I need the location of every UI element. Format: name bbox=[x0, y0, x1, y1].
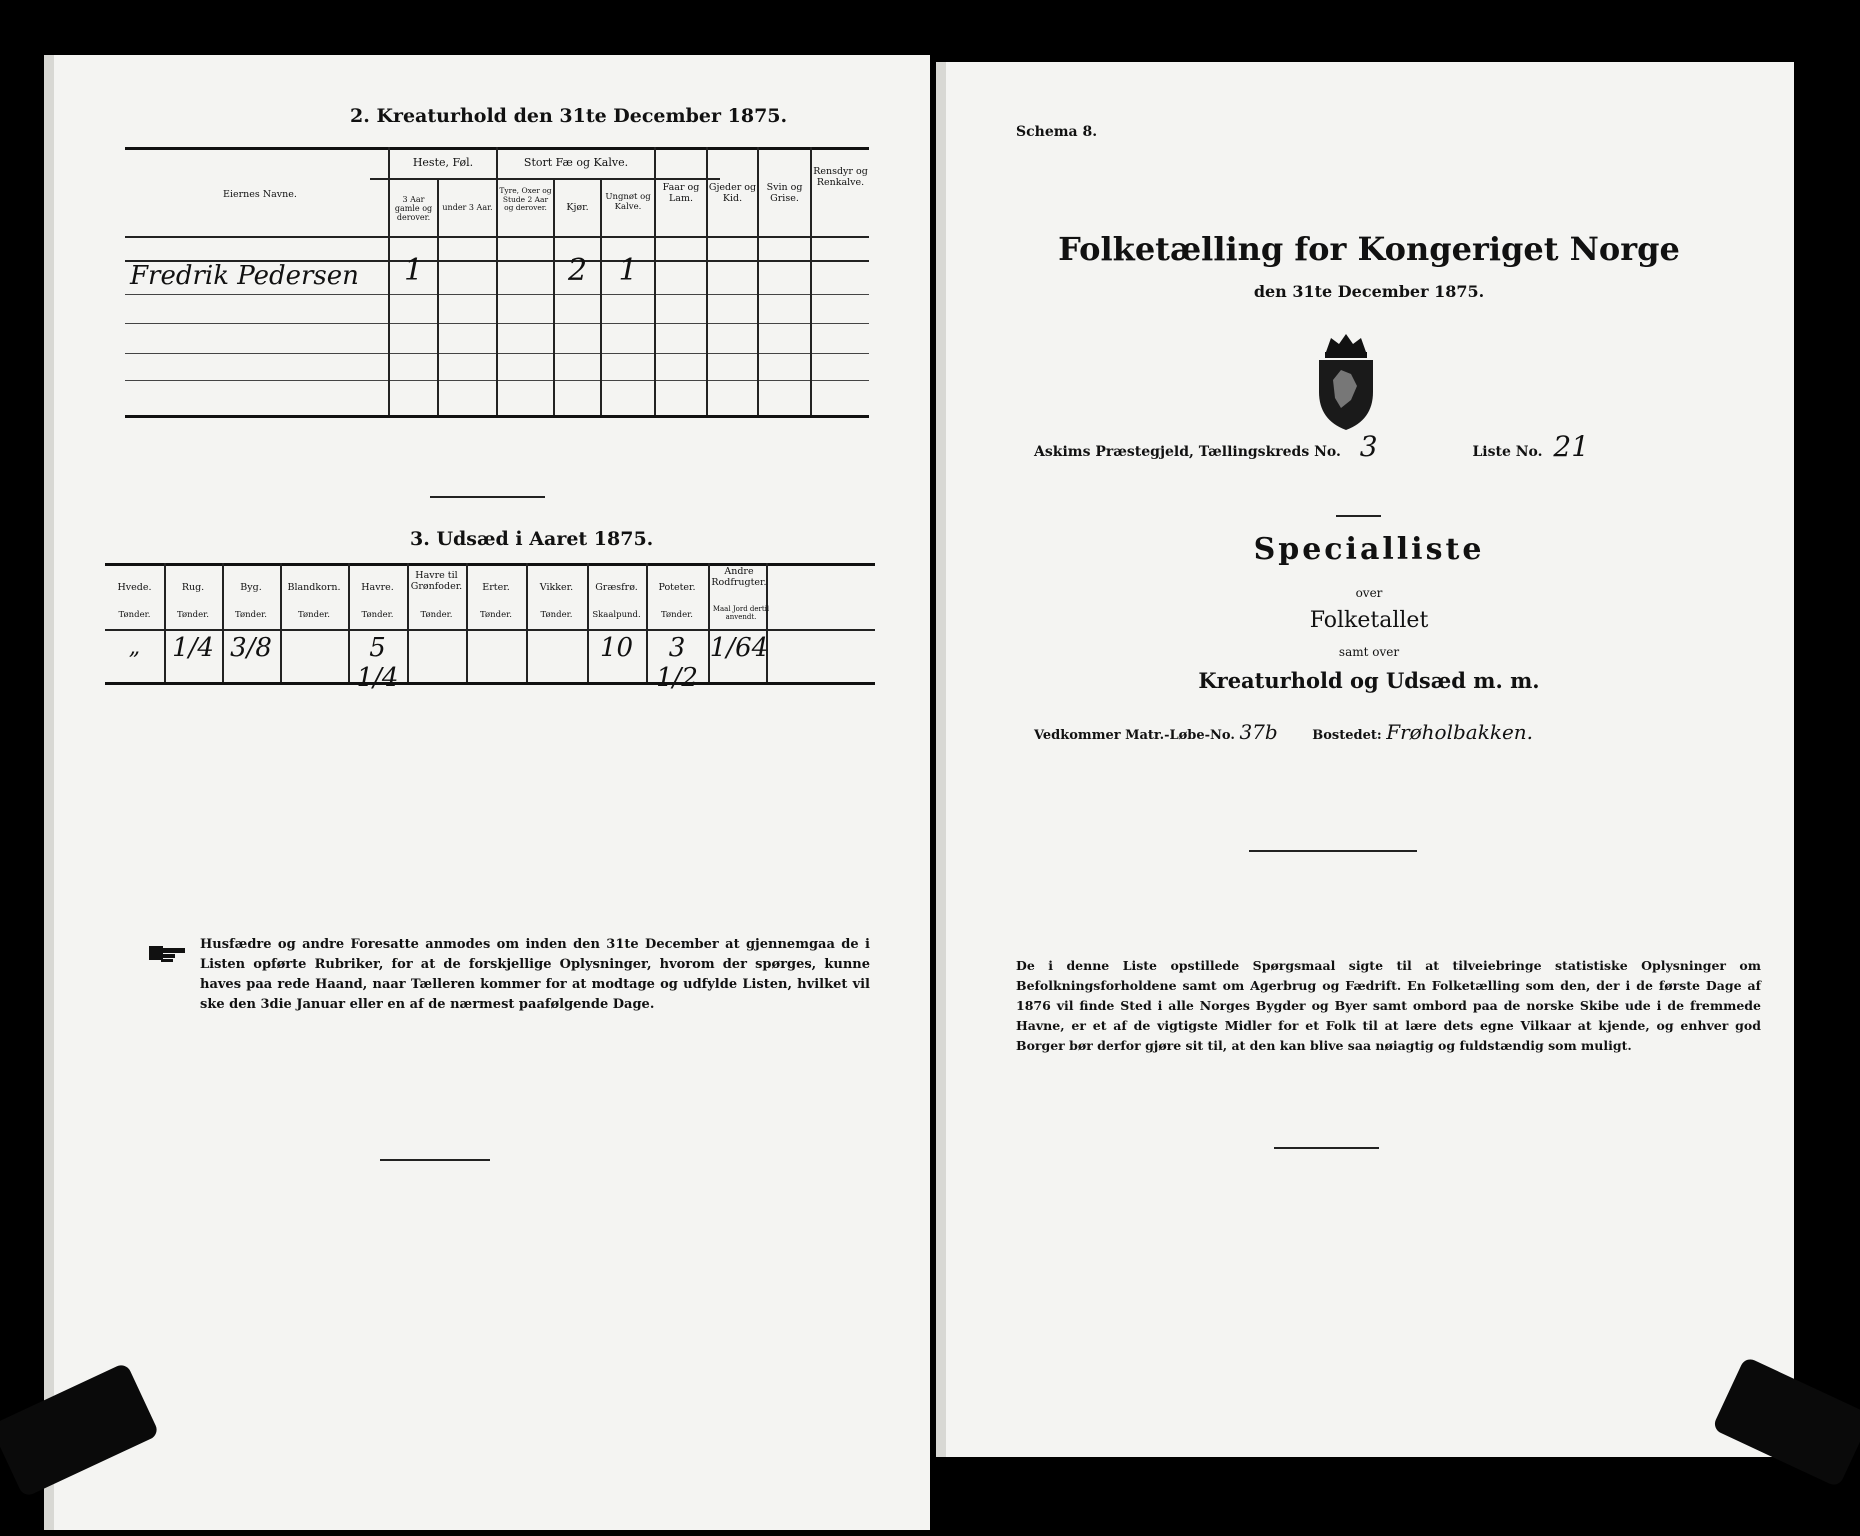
cows-value: 2 bbox=[567, 253, 588, 288]
cattle-bulls-header: Tyre, Oxer og Stude 2 Aar og derover. bbox=[499, 186, 552, 213]
seed-unit-3: Tønder. bbox=[298, 610, 330, 620]
matr-line bbox=[1034, 720, 1533, 744]
parish-line bbox=[1034, 430, 1589, 463]
bosted-value: Frøholbakken. bbox=[1386, 720, 1534, 744]
coat-of-arms-icon bbox=[1311, 330, 1381, 432]
parish-label: Præstegjeld, bbox=[1095, 444, 1194, 460]
seed-value-8: 10 bbox=[599, 633, 634, 663]
left-notice: Husfædre og andre Foresatte anmodes om inden den 31te December at gjennemgaa de i Listen opførte Rubriker, for at de forskjellige Oplysninger, hvorom der spørges, kunne haves paa rede Haand, naar Tælleren kommer for at modtage og udfylde Listen, hvilket vil ske den 3die Januar eller en af de nærmest paafølgende Dage. bbox=[200, 937, 870, 1012]
seed-value-1: 1/4 bbox=[172, 633, 214, 663]
section2-title: 2. Kreaturhold den 31te December 1875. bbox=[350, 105, 788, 127]
over-text: over bbox=[1355, 586, 1383, 600]
seed-header-2: Byg. bbox=[240, 582, 262, 593]
pointing-hand-icon bbox=[147, 940, 187, 964]
seed-header-9: Poteter. bbox=[658, 582, 696, 593]
seed-header-5: Havre til Grønfoder. bbox=[410, 570, 463, 592]
district-number: 3 bbox=[1359, 430, 1378, 463]
seed-header-10: Andre Rodfrugter. bbox=[711, 566, 767, 588]
reindeer-header: Rensdyr og Renkalve. bbox=[813, 166, 868, 188]
seed-value-2: 3/8 bbox=[230, 633, 272, 663]
sheep-header: Faar og Lam. bbox=[662, 182, 700, 204]
kreaturhold-line: Kreaturhold og Udsæd m. m. bbox=[1198, 668, 1540, 693]
goats-header: Gjeder og Kid. bbox=[708, 182, 757, 204]
horses-young-header: under 3 Aar. bbox=[442, 203, 493, 212]
seed-unit-9: Tønder. bbox=[661, 610, 693, 620]
col-owner-header: Eiernes Navne. bbox=[223, 189, 297, 200]
page-edge bbox=[936, 62, 946, 1457]
divider bbox=[380, 1159, 490, 1161]
left-page bbox=[50, 55, 930, 1530]
seed-header-4: Havre. bbox=[361, 582, 394, 593]
seed-header-8: Græsfrø. bbox=[595, 582, 638, 593]
seed-unit-10: Maal Jord dertil anvendt. bbox=[712, 605, 770, 622]
folketallet-text: Folketallet bbox=[1309, 608, 1429, 633]
seed-unit-2: Tønder. bbox=[235, 610, 267, 620]
seed-value-9: 3 1/2 bbox=[656, 633, 698, 693]
seed-header-0: Hvede. bbox=[117, 582, 152, 593]
cattle-cows-header: Kjør. bbox=[566, 202, 589, 213]
divider bbox=[1274, 1147, 1379, 1149]
divider bbox=[430, 496, 545, 498]
list-number: 21 bbox=[1553, 430, 1590, 463]
group-cattle-header: Stort Fæ og Kalve. bbox=[523, 156, 629, 169]
date-line: den 31te December 1875. bbox=[1253, 282, 1485, 301]
owner-name: Fredrik Pedersen bbox=[130, 261, 359, 291]
parish-name: Askims bbox=[1034, 444, 1091, 460]
seed-header-1: Rug. bbox=[181, 582, 205, 593]
seed-unit-6: Tønder. bbox=[480, 610, 512, 620]
seed-value-0: „ bbox=[128, 635, 141, 660]
pigs-header: Svin og Grise. bbox=[766, 182, 803, 204]
seed-unit-1: Tønder. bbox=[177, 610, 209, 620]
list-label: Liste No. bbox=[1472, 444, 1543, 460]
seed-value-10: 1/64 bbox=[709, 633, 769, 663]
horses-old-value: 1 bbox=[403, 253, 424, 288]
cattle-young-header: Ungnøt og Kalve. bbox=[605, 192, 651, 212]
page-edge bbox=[44, 55, 54, 1530]
matr-label: Vedkommer Matr.-Løbe-No. bbox=[1034, 728, 1235, 743]
matr-number: 37b bbox=[1239, 720, 1278, 744]
group-horses-header: Heste, Føl. bbox=[412, 156, 474, 169]
seed-header-7: Vikker. bbox=[539, 582, 574, 593]
divider bbox=[1249, 850, 1417, 852]
seed-value-4: 5 1/4 bbox=[356, 633, 399, 693]
young-cattle-value: 1 bbox=[618, 253, 638, 288]
seed-unit-0: Tønder. bbox=[118, 610, 151, 620]
seed-unit-7: Tønder. bbox=[540, 610, 573, 620]
special-list-title: Specialliste bbox=[1253, 532, 1485, 567]
section3-title: 3. Udsæd i Aaret 1875. bbox=[410, 528, 654, 550]
seed-unit-5: Tønder. bbox=[420, 610, 453, 620]
schema-label: Schema 8. bbox=[1016, 124, 1098, 140]
bosted-label: Bostedet: bbox=[1312, 728, 1382, 743]
seed-unit-8: Skaalpund. bbox=[592, 610, 641, 620]
divider bbox=[1336, 515, 1381, 517]
right-notice: De i denne Liste opstillede Spørgsmaal sigte til at tilveiebringe statistiske Oplysninger om Befolkningsforholdene samt om Agerbrug og Fædrift. En Folketælling som den, der i de første Dage af 1876 vil finde Sted i alle Norges Bygder og Byer samt ombord paa de norske Skibe ude i de fremmede Havne, er et af de vigtigste Midler for et Folk til at lære dets egne Vilkaar at kjende, og enhver god Borger bør derfor gjøre sit til, at den kan blive saa nøiagtig og fuldstændig som muligt. bbox=[1016, 958, 1761, 1053]
seed-unit-4: Tønder. bbox=[361, 610, 394, 620]
main-title: Folketælling for Kongeriget Norge bbox=[1058, 230, 1680, 268]
seed-header-6: Erter. bbox=[482, 582, 510, 593]
right-page bbox=[944, 62, 1794, 1457]
seed-header-3: Blandkorn. bbox=[287, 582, 341, 593]
horses-old-header: 3 Aar gamle og derover. bbox=[394, 195, 433, 223]
district-label: Tællingskreds No. bbox=[1198, 444, 1341, 460]
samt-over-text: samt over bbox=[1338, 645, 1400, 659]
